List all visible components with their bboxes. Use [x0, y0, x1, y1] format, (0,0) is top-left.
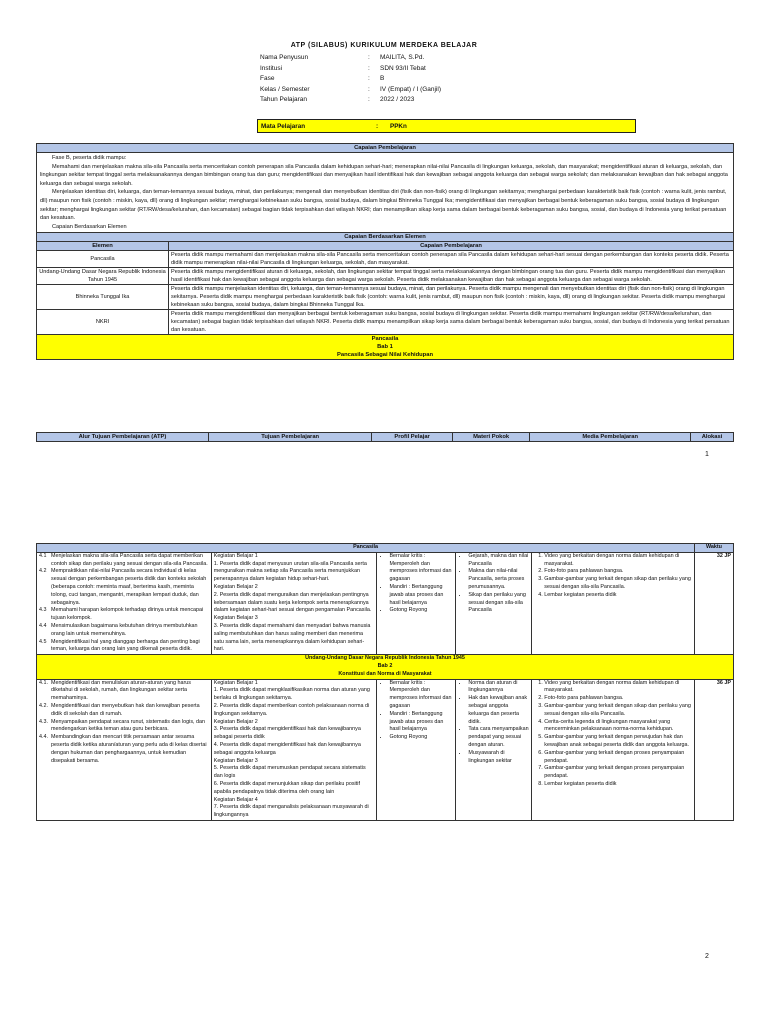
list-item: 8. Lembar kegiatan peserta didik — [544, 781, 692, 789]
table-row — [37, 268, 734, 285]
meta-key: Kelas / Semester — [260, 85, 310, 93]
bab1-banner: Pancasila Bab 1 Pancasila Sebagai Nilai Kehidupan — [37, 335, 734, 360]
subject-label: Mata Pelajaran — [261, 122, 306, 130]
meta-value: B — [380, 75, 385, 82]
list-item: 3. Gambar-gambar yang terkait dengan sikap dan perilaku yang sesuai dengan sila-sila Pancasila. — [544, 703, 692, 719]
meta-key: Tahun Pelajaran — [260, 96, 307, 103]
metadata-block — [260, 53, 441, 106]
alokasi-cell: 36 JP — [695, 679, 734, 820]
subject-value: PPKn — [390, 122, 407, 130]
waktu-label: Waktu — [695, 544, 734, 553]
tp-text: Kegiatan Belajar 1 1. Peserta didik dapat menyusun urutan sila-sila Pancasila serta menguraikan makna setiap sila Pancasila serta menunjukkan penerapannya dalam kegiatan hidup sehari-hari. Kegiatan Belajar 2 2. Peserta didik dapat menguraikan dan menjelaskan pentingnya kebersamaan dalam suatu kerja kelompok serta menerapkannya dalam kegiatan sehari-hari sesuai dengan pengamalan Pancasila. Kegiatan Belajar 3 3. Peserta didik dapat memahami dan menyadari bahwa manusia saling membutuhkan dan harus saling memberi dan menerima satu sama lain, serta menerapkannya dalam kehidupan sehari-hari. — [213, 552, 372, 653]
meta-value: MAILITA, S.Pd. — [380, 54, 425, 61]
list-item: • Bernalar kritis : Memperoleh dan memproses informasi dan gagasan — [389, 553, 453, 584]
cp-table — [36, 143, 734, 360]
meta-row: Tahun Pelajaran : 2022 / 2023 — [260, 95, 441, 106]
media-cell — [532, 552, 695, 654]
table-row — [37, 251, 734, 268]
media-cell — [532, 679, 695, 820]
atp-table — [36, 543, 734, 821]
profil-cell — [377, 679, 456, 820]
meta-key: Fase — [260, 75, 275, 82]
table-row — [37, 679, 734, 820]
atp-cell — [37, 679, 212, 820]
column-header: Alokasi — [691, 433, 734, 442]
list-item: • Gotong Royong — [389, 607, 453, 615]
list-item: • Bernalar kritis : Memperoleh dan memproses informasi dan gagasan — [389, 680, 453, 711]
materi-cell — [456, 679, 532, 820]
column-header: Media Pembelajaran — [530, 433, 691, 442]
page-1 — [0, 0, 768, 470]
meta-value: SDN 93/II Tebat — [380, 64, 426, 72]
meta-key: Nama Penyusun — [260, 54, 309, 61]
page-number-2: 2 — [705, 953, 709, 960]
list-item: • Gotong Royong — [389, 734, 453, 742]
elements-header: Capaian Berdasarkan Elemen — [37, 233, 734, 242]
meta-row: Fase : B — [260, 74, 441, 85]
atp-item: 4.3 Memahami harapan kelompok terhadap dirinya untuk mencapai tujuan kelompok. — [39, 607, 204, 622]
alokasi-cell: 32 JP — [695, 552, 734, 654]
column-header: Profil Pelajar — [372, 433, 452, 442]
elements-col-cp: Capaian Pembelajaran — [169, 242, 734, 251]
tp-cell — [211, 552, 377, 654]
list-item: 3. Gambar-gambar yang terkait dengan sikap dan perilaku yang sesuai dengan sila-sila Pancasila. — [544, 576, 692, 592]
meta-key: Institusi — [260, 64, 283, 72]
list-item: 6. Gambar-gambar yang terkait dengan proses penyampaian pendapat. — [544, 750, 692, 766]
element-name: NKRI — [37, 310, 169, 335]
atp-item: 4.5 Mengidentifikasi hal yang dianggap berharga dan penting bagi teman, keluarga dan orang lain yang dikenali peserta didik. — [39, 638, 200, 653]
element-name: Pancasila — [37, 251, 169, 268]
element-cp: Peserta didik mampu menjelaskan identitas diri, keluarga, dan teman-temannya sesuai budaya, minat, dan perilakunya. Peserta didik mampu mengenali dan menyebutkan identitas diri (fisik dan non-fisik) orang di lingkungan sekitarnya. Peserta didik mampu menghargai perbedaan karakteristik baik fisik (contoh: warna kulit, jenis rambut, dll) maupun non fisik (contoh : miskin, kaya, dll) orang di lingkungan sekitar. Peserta didik mampu menghargai kebinekaan suku bangsa, sosial budaya, dalam bingkai Bhinneka Tunggal Ika. — [169, 285, 734, 310]
list-item: • Makna dan nilai-nilai Pancasila, serta proses perumusannya. — [468, 568, 529, 591]
column-header: Tujuan Pembelajaran — [208, 433, 371, 442]
element-cp: Peserta didik mampu mengidentifikasi aturan di keluarga, sekolah, dan lingkungan sekitar tempat tinggal serta melaksanakannya dengan bimbingan orang tua dan guru. Peserta didik mampu mengidentifikasi dan menyajikan hasil identifikasi hak dan kewajiban sebagai anggota keluarga dan sebagai warga sekolah. Peserta didik melaksanakan kewajiban dan hak sebagai anggota keluarga dan sebagai warga sekolah. — [169, 268, 734, 285]
meta-value: 2022 / 2023 — [380, 96, 415, 103]
profil-cell — [377, 552, 456, 654]
meta-row: Nama Penyusun : MAILITA, S.Pd. — [260, 53, 441, 64]
table-top-label: Pancasila — [37, 544, 695, 553]
atp-column-header — [36, 432, 734, 442]
document-title: ATP (SILABUS) KURIKULUM MERDEKA BELAJAR — [290, 42, 478, 49]
element-name: Undang-Undang Dasar Negara Republik Indonesia Tahun 1945 — [37, 268, 169, 285]
elements-col-element: Elemen — [37, 242, 169, 251]
list-item: 5. Gambar-gambar yang terkait dengan perwujudan hak dan kewajiban anak sebagai peserta didik dan anggota keluarga. — [544, 734, 692, 750]
materi-cell — [456, 552, 532, 654]
subject-bar: Mata Pelajaran : PPKn — [257, 119, 636, 133]
list-item: • Gejarah, makna dan nilai Pancasila — [468, 553, 529, 569]
element-cp: Peserta didik mampu mengidentifikasi dan menyajikan berbagai bentuk keberagaman suku bangsa, sosial budaya di lingkungan sekitar. Peserta didik mampu memahami lingkungan sekitar (RT/RW/desa/kelurahan, dan kecamatan) sebagai bagian tidak terpisahkan dari wilayah NKRI. Peserta didik mampu menampilkan sikap kerja sama dalam berbagai bentuk keberagaman suku bangsa, sosial, dan budaya di Indonesia yang terikat persatuan dan kesatuan. — [169, 310, 734, 335]
cp-text: Fase B, peserta didik mampu: Memahami dan menjelaskan makna sila-sila Pancasila serta menceritakan contoh penerapan sila Pancasila dalam kehidupan sehari-hari; menerapkan nilai-nilai Pancasila di lingkungan keluarga, sekolah, dan masyarakat; mengidentifikasi aturan di keluarga, sekolah, dan lingkungan sekitar tempat tinggal serta melaksanakannya dengan bimbingan orang tua dan guru; mengidentifikasi dan menyajikan hasil identifikasi hak dan kewajiban sebagai anggota keluarga dan sebagai warga sekolah; dan melaksanakan kewajiban dan hak sebagai anggota keluarga dan sebagai warga sekolah. Menjelaskan identitas diri, keluarga, dan teman-temannya sesuai budaya, minat, dan perilakunya; mengenali dan menyebutkan identitas diri (fisik dan non-fisik) orang di lingkungan sekitarnya; menghargai perbedaan karakteristik baik fisik (contoh : warna kulit, jenis rambut, dll) maupun non fisik (contoh : miskin, kaya, dll) orang di lingkungan sekitar; menghargai kebinekaan suku bangsa, sosial budaya, dalam bingkai Bhinneka Tunggal Ika; mengidentifikasi dan menyajikan berbagai bentuk keberagaman suku bangsa, sosial budaya di lingkungan sekitar; menghargai lingkungan sekitar (RT/RW/desa/kelurahan, dan kecamatan) sebagai bagian tidak terpisahkan dari wilayah NKRI; dan menampilkan sikap kerja sama dalam berbagai bentuk keberagaman suku bangsa, sosial, dan budaya di Indonesia yang terikat persatuan dan kesatuan. Capaian Berdasarkan Elemen — [37, 153, 734, 233]
list-item: 1. Video yang berkaitan dengan norma dalam kehidupan di masyarakat. — [544, 680, 692, 696]
element-cp: Peserta didik mampu memahami dan menjelaskan makna sila-sila Pancasila serta menceritakan contoh penerapan sila Pancasila dalam kehidupan sehari-hari sesuai dengan perkembangan dan konteks peserta didik. Peserta didik mampu menerapkan nilai-nilai Pancasila di lingkungan keluarga, sekolah, dan masyarakat. — [169, 251, 734, 268]
tp-text: Kegiatan Belajar 1 1. Peserta didik dapat mengklasifikasikan norma dan aturan yang berlaku di lingkungan sekitarnya. 2. Peserta didik dapat memberikan contoh pelaksanaan norma di lingkungan sekitarnya. Kegiatan Belajar 2 3. Peserta didik dapat mengidentifikasi hak dan kewajibannya sebagai peserta didik 4. Peserta didik dapat mengidentifikasi hak dan kewajibannya sebagai anggota keluarga Kegiatan Belajar 3 5. Peserta didik dapat merumuskan pendapat secara sistematis dan logis 6. Peserta didik dapat menunjukkan sikap dan perilaku positif apabila pendapatnya tidak diterima oleh orang lain Kegiatan Belajar 4 7. Peserta didik dapat menganalisis pelaksanaan musyawarah di lingkungannya — [213, 679, 370, 819]
page-number-1: 1 — [705, 451, 709, 458]
atp-item: 4.4. Membandingkan dan mencari titik persamaan antar sesama peserta didik ketika aturan/aturan yang perlu ada di kelas disertai dengan hukuman dan penghargaannya, untuk kemudian disepakati bersama. — [39, 734, 207, 764]
list-item: 2. Foto-foto para pahlawan bangsa. — [544, 568, 692, 576]
list-item: 7. Gambar-gambar yang terkait dengan proses penyampaian pendapat. — [544, 765, 692, 781]
cp-header: Capaian Pembelajaran — [37, 144, 734, 153]
atp-item: 4.3. Menyampaikan pendapat secara runut, sistematis dan logis, dan mendengarkan ketika teman atau guru berbicara. — [39, 718, 206, 733]
list-item: • Mandiri : Bertanggung jawab atas proses dan hasil belajarnya — [389, 711, 453, 734]
element-name: Bhinneka Tunggal Ika — [37, 285, 169, 310]
atp-item: 4.4 Mensimulasikan bagaimana kebutuhan dirinya membutuhkan orang lain untuk memenuhinya. — [39, 622, 198, 637]
list-item: 4. Lembar kegiatan peserta didik — [544, 592, 692, 600]
column-header: Materi Pokok — [452, 433, 530, 442]
list-item: 4. Cerita-cerita legenda di lingkungan masyarakat yang mencerminkan pelaksanaan norma-norma kehidupan. — [544, 719, 692, 735]
list-item: • Sikap dan perilaku yang sesuai dengan sila-sila Pancasila — [468, 592, 529, 615]
meta-row: Institusi : SDN 93/II Tebat — [260, 64, 441, 75]
list-item: 2. Foto-foto para pahlawan bangsa. — [544, 695, 692, 703]
table-row — [37, 310, 734, 335]
list-item: • Hak dan kewajiban anak sebagai anggota keluarga dan peserta didik. — [468, 695, 529, 726]
list-item: • Mandiri : Bertanggung jawab atas proses dan hasil belajarnya — [389, 584, 453, 607]
meta-row: Kelas / Semester : IV (Empat) / I (Ganjil) — [260, 85, 441, 96]
bab2-banner: Undang-Undang Dasar Negara Republik Indonesia Tahun 1945 Bab 2 Konstitusi dan Norma di Masyarakat — [37, 655, 734, 679]
atp-item: 4.2 Mempraktikkan nilai-nilai Pancasila secara individual di kelas sesuai dengan perkembangan peserta didik dan konteks sekolah (beberapa contoh: meminta maaf, berterima kasih, meminta tolong, cuci tangan, mengantri, merapikan lempari duduk, dan sebagainya. — [39, 568, 207, 606]
table-row — [37, 552, 734, 654]
page-2 — [0, 535, 768, 1024]
atp-item: 4.1 Menjelaskan makna sila-sila Pancasila serta dapat memberikan contoh sikap dan perilaku yang sesuai dengan sila-sila Pancasila. — [39, 552, 208, 567]
list-item: 1. Video yang berkaitan dengan norma dalam kehidupan di masyarakat. — [544, 553, 692, 569]
atp-item: 4.2. Mengidentifikasi dan menyebutkan hak dan kewajiban peserta didik di sekolah dan di rumah. — [39, 702, 200, 717]
list-item: • Musyawarah di lingkungan sekitar — [468, 750, 529, 766]
atp-item: 4.1. Mengidentifikasi dan menuliskan aturan-aturan yang harus diketahui di sekolah, rumah, dan lingkungan sekitar serta memahaminya. — [39, 679, 191, 702]
list-item: • Tata cara menyampaikan pendapat yang sesuai dengan aturan. — [468, 726, 529, 749]
tp-cell — [211, 679, 377, 820]
meta-value: IV (Empat) / I (Ganjil) — [380, 85, 442, 93]
table-row — [37, 285, 734, 310]
list-item: • Norma dan aturan di lingkungannya — [468, 680, 529, 696]
column-header: Alur Tujuan Pembelajaran (ATP) — [37, 433, 209, 442]
atp-cell — [37, 552, 212, 654]
